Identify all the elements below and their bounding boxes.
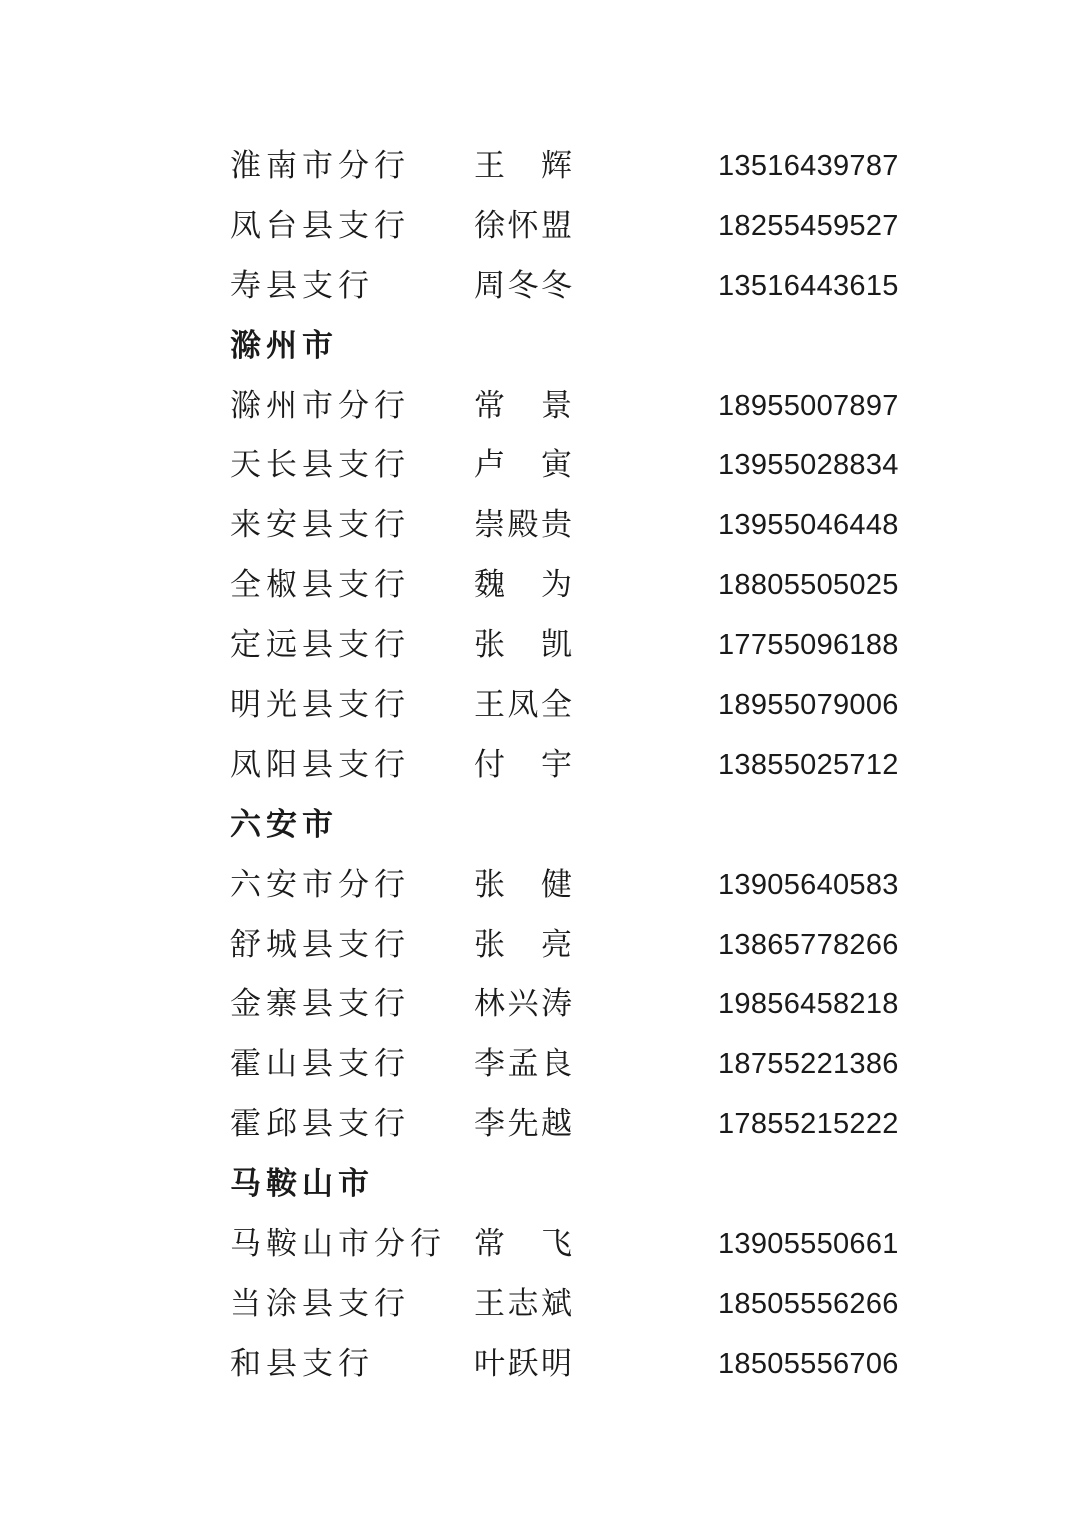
branch-name: 舒城县支行 <box>230 926 410 963</box>
phone-number: 13905640583 <box>718 868 899 901</box>
contact-person: 李孟良 <box>474 1046 572 1083</box>
contact-row <box>230 616 930 676</box>
branch-name: 寿县支行 <box>230 267 374 304</box>
contact-row <box>230 916 930 976</box>
contact-person: 王志斌 <box>474 1285 572 1322</box>
contact-row <box>230 856 930 916</box>
branch-name: 全椒县支行 <box>230 567 410 604</box>
contact-person: 林兴涛 <box>474 986 572 1023</box>
branch-name: 天长县支行 <box>230 447 410 484</box>
branch-name: 霍山县支行 <box>230 1046 410 1083</box>
contact-list <box>230 137 930 1395</box>
branch-name: 六安市分行 <box>230 866 410 903</box>
city-name: 马鞍山市 <box>230 1166 374 1203</box>
contact-person: 叶跃明 <box>474 1345 572 1382</box>
contact-row <box>230 736 930 796</box>
phone-number: 18805505025 <box>718 569 899 602</box>
phone-number: 19856458218 <box>718 988 899 1021</box>
branch-name: 滁州市分行 <box>230 387 410 424</box>
branch-name: 凤台县支行 <box>230 207 410 244</box>
contact-row <box>230 436 930 496</box>
phone-number: 18755221386 <box>718 1048 899 1081</box>
branch-name: 当涂县支行 <box>230 1285 410 1322</box>
city-header <box>230 796 930 856</box>
branch-name: 来安县支行 <box>230 507 410 544</box>
branch-name: 淮南市分行 <box>230 148 410 184</box>
city-name: 滁州市 <box>230 327 338 364</box>
phone-number: 18955007897 <box>718 389 899 422</box>
phone-number: 13516439787 <box>718 150 899 182</box>
contact-person: 张 凯 <box>474 627 572 664</box>
city-name: 六安市 <box>230 806 338 843</box>
contact-row <box>230 257 930 317</box>
city-header <box>230 317 930 377</box>
contact-row <box>230 377 930 437</box>
contact-person: 王 辉 <box>474 148 572 184</box>
contact-person: 王凤全 <box>474 687 572 724</box>
contact-person: 张 健 <box>474 866 572 903</box>
phone-number: 18505556706 <box>718 1347 899 1380</box>
contact-person: 李先越 <box>474 1106 572 1143</box>
branch-name: 明光县支行 <box>230 687 410 724</box>
contact-row <box>230 1095 930 1155</box>
contact-person: 付 宇 <box>474 746 572 783</box>
city-header <box>230 1155 930 1215</box>
contact-row <box>230 197 930 257</box>
contact-row <box>230 1215 930 1275</box>
contact-row <box>230 676 930 736</box>
contact-row <box>230 556 930 616</box>
branch-name: 定远县支行 <box>230 627 410 664</box>
contact-person: 徐怀盟 <box>474 207 572 244</box>
phone-number: 17855215222 <box>718 1108 899 1141</box>
phone-number: 17755096188 <box>718 629 899 662</box>
phone-number: 13955046448 <box>718 509 899 542</box>
phone-number: 13865778266 <box>718 928 899 961</box>
contact-person: 卢 寅 <box>474 447 572 484</box>
contact-person: 张 亮 <box>474 926 572 963</box>
phone-number: 13905550661 <box>718 1228 899 1261</box>
phone-number: 13516443615 <box>718 269 899 302</box>
phone-number: 18505556266 <box>718 1287 899 1320</box>
phone-number: 18955079006 <box>718 689 899 722</box>
contact-person: 常 飞 <box>474 1226 572 1263</box>
branch-name: 马鞍山市分行 <box>230 1226 446 1263</box>
contact-person: 常 景 <box>474 387 572 424</box>
contact-row <box>230 496 930 556</box>
contact-row <box>230 1275 930 1335</box>
contact-row <box>230 1335 930 1395</box>
phone-number: 18255459527 <box>718 209 899 242</box>
branch-name: 霍邱县支行 <box>230 1106 410 1143</box>
branch-name: 金寨县支行 <box>230 986 410 1023</box>
contact-row <box>230 975 930 1035</box>
branch-name: 凤阳县支行 <box>230 746 410 783</box>
phone-number: 13955028834 <box>718 449 899 482</box>
phone-number: 13855025712 <box>718 748 899 781</box>
contact-row <box>230 1035 930 1095</box>
contact-person: 魏 为 <box>474 567 572 604</box>
branch-name: 和县支行 <box>230 1345 374 1382</box>
contact-person: 周冬冬 <box>474 267 572 304</box>
contact-row <box>230 137 930 197</box>
contact-person: 崇殿贵 <box>474 507 572 544</box>
